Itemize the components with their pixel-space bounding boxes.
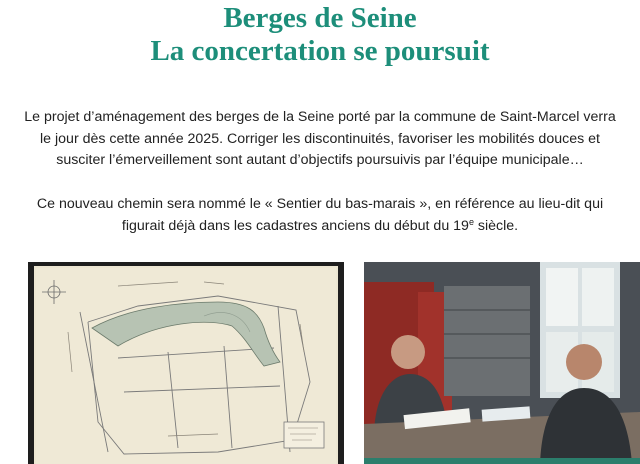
trail-paragraph [22, 194, 618, 237]
page-title [0, 2, 640, 68]
trail-paragraph-end: siècle. [473, 217, 519, 234]
title-line-1: Berges de Seine [223, 2, 417, 34]
title-line-2: La concertation se poursuit [150, 35, 490, 67]
intro-paragraph: Le projet d’aménagement des berges de la Seine porté par la commune de Saint-Marcel verra le jour dès cette année 2025. Corriger les discontinuités, favoriser les mobilités douces et susciter l’émerveillement sont autant d’objectifs poursuivis par l’équipe municipale… [24, 109, 616, 168]
cadastral-map-image [28, 262, 344, 464]
century-superscript: e [468, 216, 474, 227]
trail-paragraph-text: Ce nouveau chemin sera nommé le « Sentier du bas-marais », en référence au lieu-dit qui figurait déjà dans les cadastres anciens du début du 19 [36, 196, 604, 234]
meeting-photo [364, 262, 640, 464]
